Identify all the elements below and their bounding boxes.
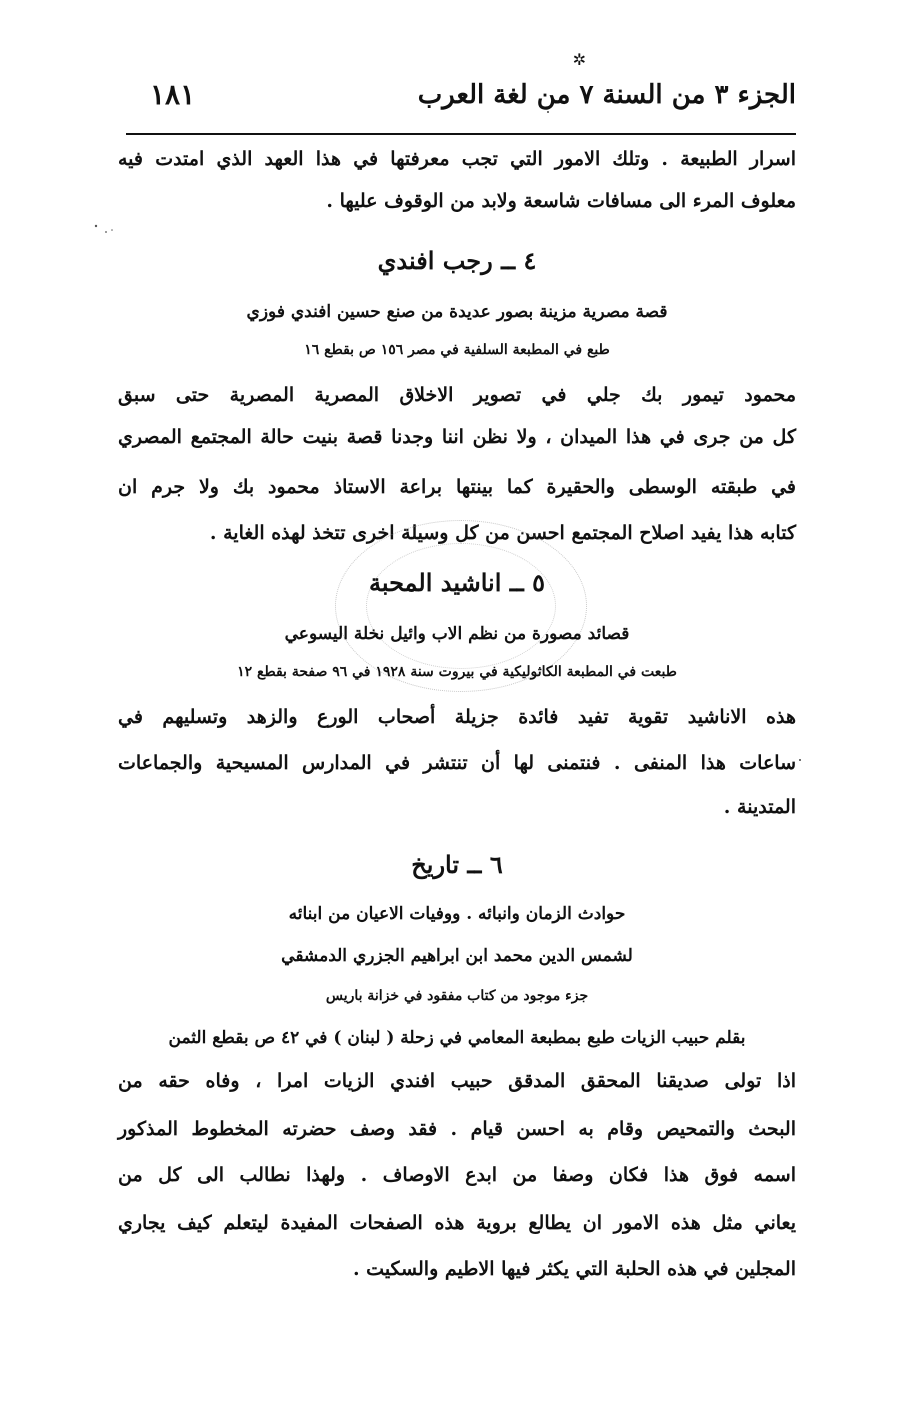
intro-line: معلوف المرء الى مسافات شاسعة ولابد من الوقوف عليها .: [326, 190, 796, 212]
scan-speck: [111, 229, 113, 231]
scan-speck: [95, 225, 97, 227]
review-line: البحث والتمحيص وقام به احسن قيام . فقد وصف حضرته المخطوط المذكور: [118, 1118, 796, 1140]
library-stamp-inner: [366, 543, 556, 669]
book-print-info: بقلم حبيب الزيات طبع بمطبعة المعامي في زحلة ( لبنان ) في ٤٢ ص بقطع الثمن: [168, 1028, 746, 1048]
review-line: اذا تولى صديقنا المحقق المدقق حبيب افندي الزيات امرا ، وفاه حقه من: [118, 1070, 796, 1092]
review-line: اسمه فوق هذا فكان وصفا من ابدع الاوصاف . ولهذا نطالب الى كل من: [118, 1164, 796, 1186]
page-header: [130, 50, 796, 122]
review-line: ساعات هذا المنفى . فنتمنى لها أن تنتشر في المدارس المسيحية والجماعات: [118, 752, 796, 774]
book-author: لشمس الدين محمد ابن ابراهيم الجزري الدمشقي: [281, 946, 633, 966]
review-line: المجلين في هذه الحلبة التي يكثر فيها الاطيم والسكيت .: [352, 1258, 796, 1280]
review-line: المتدينة .: [723, 796, 796, 818]
review-line: هذه الاناشيد تقوية تفيد فائدة جزيلة أصحاب الورع والزهد وتسليهم في: [118, 706, 796, 728]
scan-speck: [105, 231, 107, 233]
page-number: ١٨١: [150, 78, 196, 111]
review-line: كل من جرى في هذا الميدان ، ولا نظن اننا وجدنا قصة بنيت حالة المجتمع المصري: [118, 426, 796, 448]
section-heading-6: ٦ ــ تاريخ: [411, 850, 503, 879]
section-heading-5: ٥ ــ اناشيد المحبة: [368, 568, 546, 597]
book-print-info: طبعت في المطبعة الكاثوليكية في بيروت سنة ١٩٢٨ في ٩٦ صفحة بقطع ١٢: [237, 664, 677, 680]
header-rule: [126, 133, 796, 135]
running-title: الجزء ٣ من السنة ٧ من لغة العرب: [417, 80, 796, 110]
review-line: كتابه هذا يفيد اصلاح المجتمع احسن من كل وسيلة اخرى تتخذ لهذه الغاية .: [209, 522, 796, 544]
intro-line: اسرار الطبيعة . وتلك الامور التي تجب معرفتها في هذا العهد الذي امتدت فيه: [118, 148, 796, 170]
review-line: محمود تيمور بك جلي في تصوير الاخلاق المصرية المصرية حتى سبق: [118, 384, 796, 406]
book-source: جزء موجود من كتاب مفقود في خزانة باريس: [325, 988, 589, 1004]
section-heading-4: ٤ ــ رجب افندي: [377, 246, 537, 275]
scan-speck: [799, 759, 801, 761]
book-print-info: طبع في المطبعة السلفية في مصر ١٥٦ ص بقطع ١٦: [304, 342, 610, 358]
review-line: يعاني مثل هذه الامور ان يطالع بروية هذه الصفحات المفيدة ليتعلم كيف يجاري: [118, 1212, 796, 1234]
book-subtitle: قصة مصرية مزينة بصور عديدة من صنع حسين افندي فوزي: [246, 302, 668, 322]
star-ornament-icon: ✲: [572, 50, 586, 69]
review-line: في طبقته الوسطى والحقيرة كما بينتها براعة الاستاذ محمود بك ولا جرم ان: [118, 476, 796, 498]
book-subtitle: قصائد مصورة من نظم الاب وائيل نخلة اليسوعي: [284, 624, 630, 644]
book-subtitle: حوادث الزمان وانبائه . ووفيات الاعيان من ابنائه: [288, 904, 626, 924]
